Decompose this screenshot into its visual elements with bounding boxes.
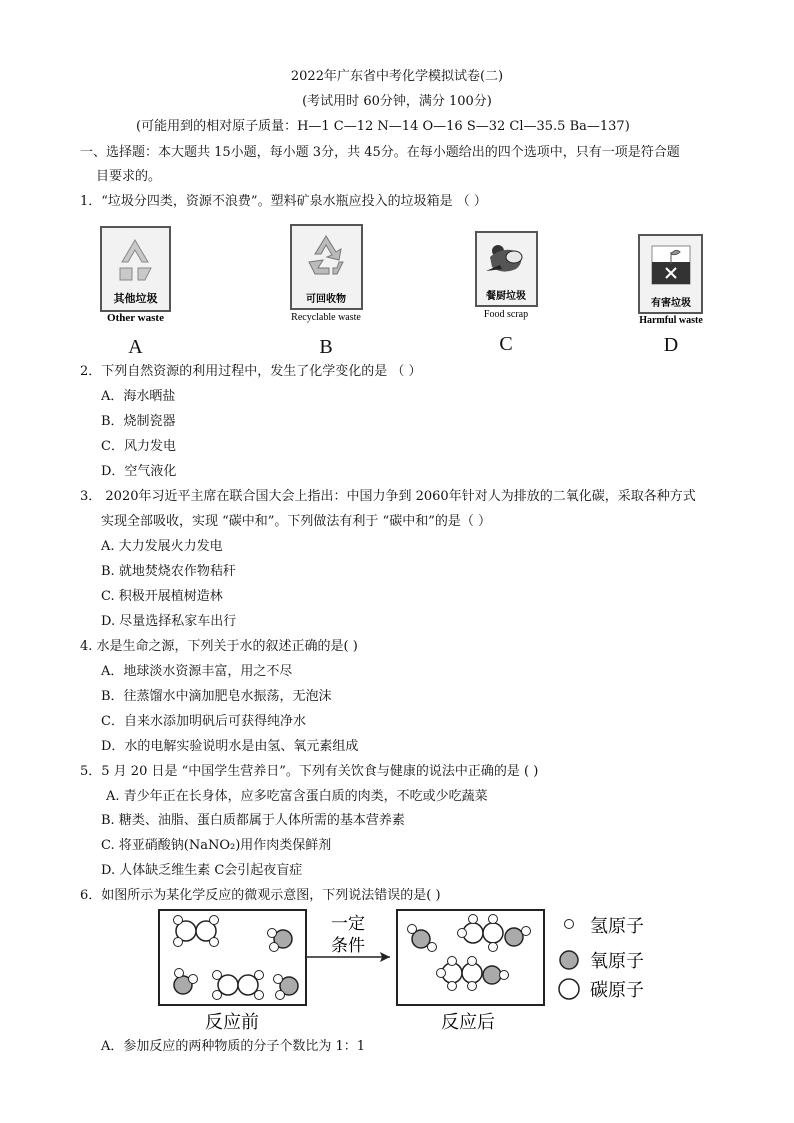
bin-b-en-label: Recyclable waste xyxy=(291,312,361,323)
legend-carbon-icon xyxy=(559,979,579,999)
q6-option-a: A．参加反应的两种物质的分子个数比为 1：1 xyxy=(101,1039,366,1054)
option-letter-a: A xyxy=(128,336,143,358)
arrow-condition-bottom: 条件 xyxy=(331,936,365,956)
recycle-arrows-icon xyxy=(108,234,163,286)
bin-c-en-label: Food scrap xyxy=(483,309,529,320)
food-scrap-icon xyxy=(480,237,532,287)
q1-stem: 1．“垃圾分四类，资源不浪费”。塑料矿泉水瓶应投入的垃圾箱是 （ ） xyxy=(80,194,487,209)
option-letter-c: C xyxy=(499,333,513,355)
bin-d-cn-label: 有害垃圾 xyxy=(651,298,691,309)
bin-a-cn-label: 其他垃圾 xyxy=(113,293,158,305)
q2-option-d: D．空气液化 xyxy=(101,464,177,479)
q5-option-c: C. 将亚硝酸钠(NaNO₂)用作肉类保鲜剂 xyxy=(101,838,332,853)
q3-stem-line1: 3． 2020年习近平主席在联合国大会上指出：中国力争到 2060年针对人为排放的二氧化碳，采取各种方式 xyxy=(80,489,696,504)
after-label: 反应后 xyxy=(441,1012,495,1033)
q3-option-c: C. 积极开展植树造林 xyxy=(101,589,223,604)
exam-subtitle: (考试用时 60分钟，满分 100分) xyxy=(302,94,492,109)
q2-option-b: B．烧制瓷器 xyxy=(101,414,176,429)
q2-option-a: A．海水晒盐 xyxy=(101,389,176,404)
q4-option-c: C．自来水添加明矾后可获得纯净水 xyxy=(101,714,306,729)
q4-option-d: D．水的电解实验说明水是由氢、氧元素组成 xyxy=(101,739,359,754)
bin-recyclable xyxy=(285,224,367,358)
q4-option-a: A．地球淡水资源丰富，用之不尽 xyxy=(101,664,293,679)
bin-food-scrap xyxy=(472,231,540,355)
section-heading-line2: 目要求的。 xyxy=(96,169,162,184)
bin-harmful-waste xyxy=(634,234,708,356)
legend-hydrogen-label: 氢原子 xyxy=(590,916,644,937)
legend-oxygen-label: 氧原子 xyxy=(590,951,644,972)
q4-option-b: B．往蒸馏水中滴加肥皂水振荡，无泡沫 xyxy=(101,689,332,704)
recycle-icon xyxy=(299,230,353,284)
q2-stem: 2．下列自然资源的利用过程中，发生了化学变化的是 （ ） xyxy=(80,364,422,379)
bin-d-en-label: Harmful waste xyxy=(639,315,703,326)
q2-option-c: C．风力发电 xyxy=(101,439,176,454)
q5-option-d: D. 人体缺乏维生素 C会引起夜盲症 xyxy=(101,863,303,878)
legend-carbon-label: 碳原子 xyxy=(590,980,644,1001)
q4-stem: 4. 水是生命之源，下列关于水的叙述正确的是( ) xyxy=(80,639,358,654)
q5-option-b: B. 糖类、油脂、蛋白质都属于人体所需的基本营养素 xyxy=(101,813,405,828)
q3-stem-line2: 实现全部吸收，实现 “碳中和”。下列做法有利于 “碳中和”的是（ ） xyxy=(101,514,491,529)
reaction-diagram xyxy=(150,905,660,1035)
bin-c-cn-label: 餐厨垃圾 xyxy=(486,291,526,302)
q3-option-b: B. 就地焚烧农作物秸秆 xyxy=(101,564,236,579)
before-label: 反应前 xyxy=(205,1012,259,1033)
bin-a-en-label: Other waste xyxy=(107,312,164,324)
q5-stem: 5．5 月 20 日是 “中国学生营养日”。下列有关饮食与健康的说法中正确的是 ( ) xyxy=(80,764,539,779)
bin-other-waste xyxy=(98,226,173,358)
option-letter-b: B xyxy=(319,336,333,358)
section-heading-line1: 一、选择题：本大题共 15小题，每小题 3分，共 45分。在每小题给出的四个选项中，只有一项是符合题 xyxy=(80,145,680,160)
exam-title: 2022年广东省中考化学模拟试卷(二) xyxy=(290,69,504,84)
q3-option-a: A. 大力发展火力发电 xyxy=(101,539,223,554)
legend-hydrogen-icon xyxy=(565,920,574,929)
atomic-masses: (可能用到的相对原子质量：H—1 C—12 N—14 O—16 S—32 Cl—35.5 Ba—137) xyxy=(136,119,630,134)
q6-stem: 6．如图所示为某化学反应的微观示意图，下列说法错误的是( ) xyxy=(80,888,441,903)
option-letter-d: D xyxy=(663,334,679,356)
harmful-waste-icon xyxy=(646,242,696,292)
arrow-condition-top: 一定 xyxy=(331,914,365,934)
q5-option-a: A. 青少年正在长身体，应多吃富含蛋白质的肉类，不吃或少吃蔬菜 xyxy=(106,789,488,804)
q3-option-d: D. 尽量选择私家车出行 xyxy=(101,614,237,629)
legend-oxygen-icon xyxy=(560,951,578,969)
bin-b-cn-label: 可回收物 xyxy=(306,294,346,305)
